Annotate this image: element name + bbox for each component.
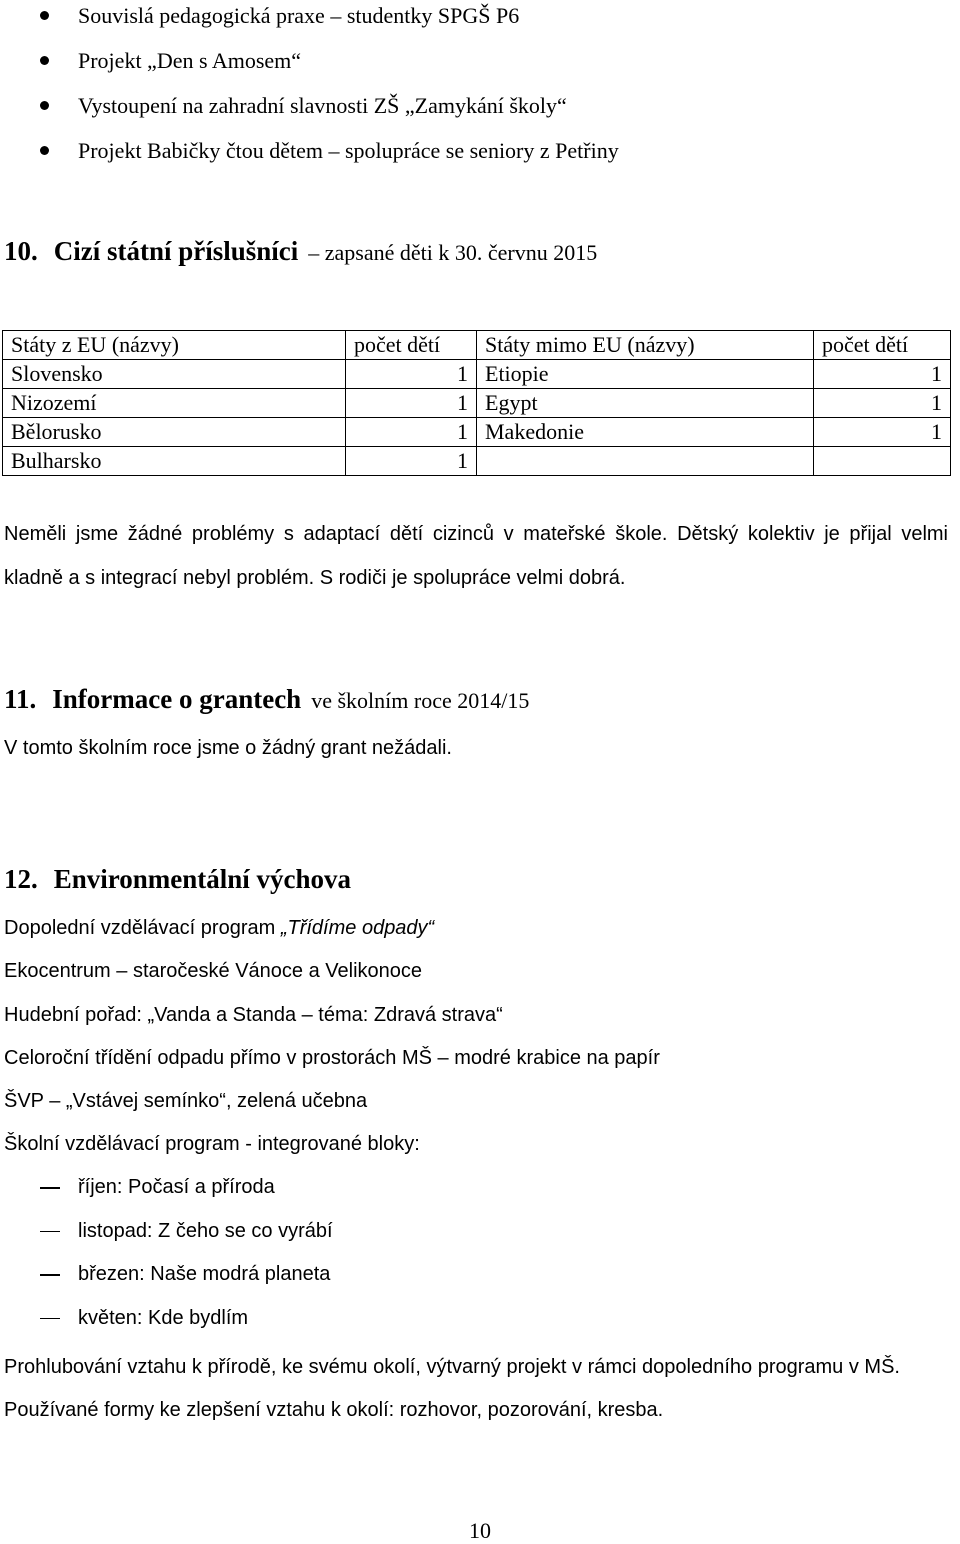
waste-sorting-line: Celoroční třídění odpadu přímo v prostorách MŠ – modré krabice na papír (4, 1047, 660, 1069)
table-row (3, 418, 951, 447)
table-header-row (3, 331, 951, 360)
table-row (3, 447, 951, 476)
table-cell (814, 447, 951, 476)
table-header: Státy mimo EU (názvy) (477, 331, 814, 360)
table-cell: Makedonie (477, 418, 814, 447)
section-10-paragraph: Neměli jsme žádné problémy s adaptací dětí cizinců v mateřské škole. Dětský kolektiv je přijal velmi kladně a s integrací nebyl problém. S rodiči je spolupráce velmi dobrá. (4, 523, 948, 589)
table-header: Státy z EU (názvy) (3, 331, 346, 360)
section-title: Environmentální výchova (53, 864, 352, 894)
closing-paragraph: Prohlubování vztahu k přírodě, ke svému okolí, výtvarný projekt v rámci dopoledního programu v MŠ. Používané formy ke zlepšení vztahu k okolí: rozhovor, pozorování, kresba. (4, 1356, 900, 1421)
table-cell: 1 (346, 447, 477, 476)
section-11-heading (4, 684, 529, 715)
music-program-line: Hudební pořad: „Vanda a Standa – téma: Zdravá strava“ (4, 1004, 503, 1026)
table-cell: 1 (346, 360, 477, 389)
list-item: Projekt „Den s Amosem“ (40, 47, 619, 92)
dash-icon (40, 1274, 60, 1276)
table-cell: 1 (814, 360, 951, 389)
bullet-icon (40, 11, 49, 20)
list-item: listopad: Z čeho se co vyrábí (40, 1217, 333, 1261)
bullet-icon (40, 101, 49, 110)
ekocentrum-line: Ekocentrum – staročeské Vánoce a Velikonoce (4, 960, 423, 982)
list-item: květen: Kde bydlím (40, 1304, 333, 1348)
table-cell: Bulharsko (3, 447, 346, 476)
activities-bullet-list (40, 2, 619, 182)
bullet-icon (40, 146, 49, 155)
section-10-heading (4, 236, 597, 267)
table-cell: Egypt (477, 389, 814, 418)
section-subtitle: – zapsané děti k 30. červnu 2015 (308, 240, 598, 265)
table-cell (477, 447, 814, 476)
bullet-icon (40, 56, 49, 65)
integrated-blocks-list (40, 1173, 333, 1347)
list-item: Projekt Babičky čtou dětem – spolupráce se seniory z Petřiny (40, 137, 619, 182)
list-item: říjen: Počasí a příroda (40, 1173, 333, 1217)
table-cell: Slovensko (3, 360, 346, 389)
list-item: březen: Naše modrá planeta (40, 1260, 333, 1304)
section-subtitle: ve školním roce 2014/15 (311, 688, 530, 713)
list-item: Souvislá pedagogická praxe – studentky SPGŠ P6 (40, 2, 619, 47)
table-header: počet dětí (346, 331, 477, 360)
svp-line: ŠVP – „Vstávej semínko“, zelená učebna (4, 1090, 368, 1112)
section-11-text: V tomto školním roce jsme o žádný grant nežádali. (4, 737, 452, 759)
program-name: „Třídíme odpady“ (280, 917, 435, 939)
table-cell: 1 (346, 389, 477, 418)
table-cell: Etiopie (477, 360, 814, 389)
table-cell: Nizozemí (3, 389, 346, 418)
table-header: počet dětí (814, 331, 951, 360)
dash-icon (40, 1231, 60, 1233)
dash-icon (40, 1318, 60, 1320)
section-number: 10. (4, 236, 38, 266)
program-line: Dopolední vzdělávací program „Třídíme odpady“ (4, 917, 435, 939)
page-number: 10 (469, 1518, 491, 1543)
section-title: Cizí státní příslušníci (53, 236, 299, 266)
table-cell: 1 (814, 389, 951, 418)
table-cell: Bělorusko (3, 418, 346, 447)
section-title: Informace o grantech (52, 684, 302, 714)
table-cell: 1 (346, 418, 477, 447)
school-program-line: Školní vzdělávací program - integrované bloky: (4, 1133, 420, 1155)
table-row (3, 389, 951, 418)
table-cell: 1 (814, 418, 951, 447)
dash-icon (40, 1187, 60, 1189)
section-number: 12. (4, 864, 38, 894)
foreign-children-table (2, 330, 951, 476)
list-item: Vystoupení na zahradní slavnosti ZŠ „Zamykání školy“ (40, 92, 619, 137)
table-row (3, 360, 951, 389)
section-12-heading (4, 864, 351, 895)
section-number: 11. (4, 684, 37, 714)
